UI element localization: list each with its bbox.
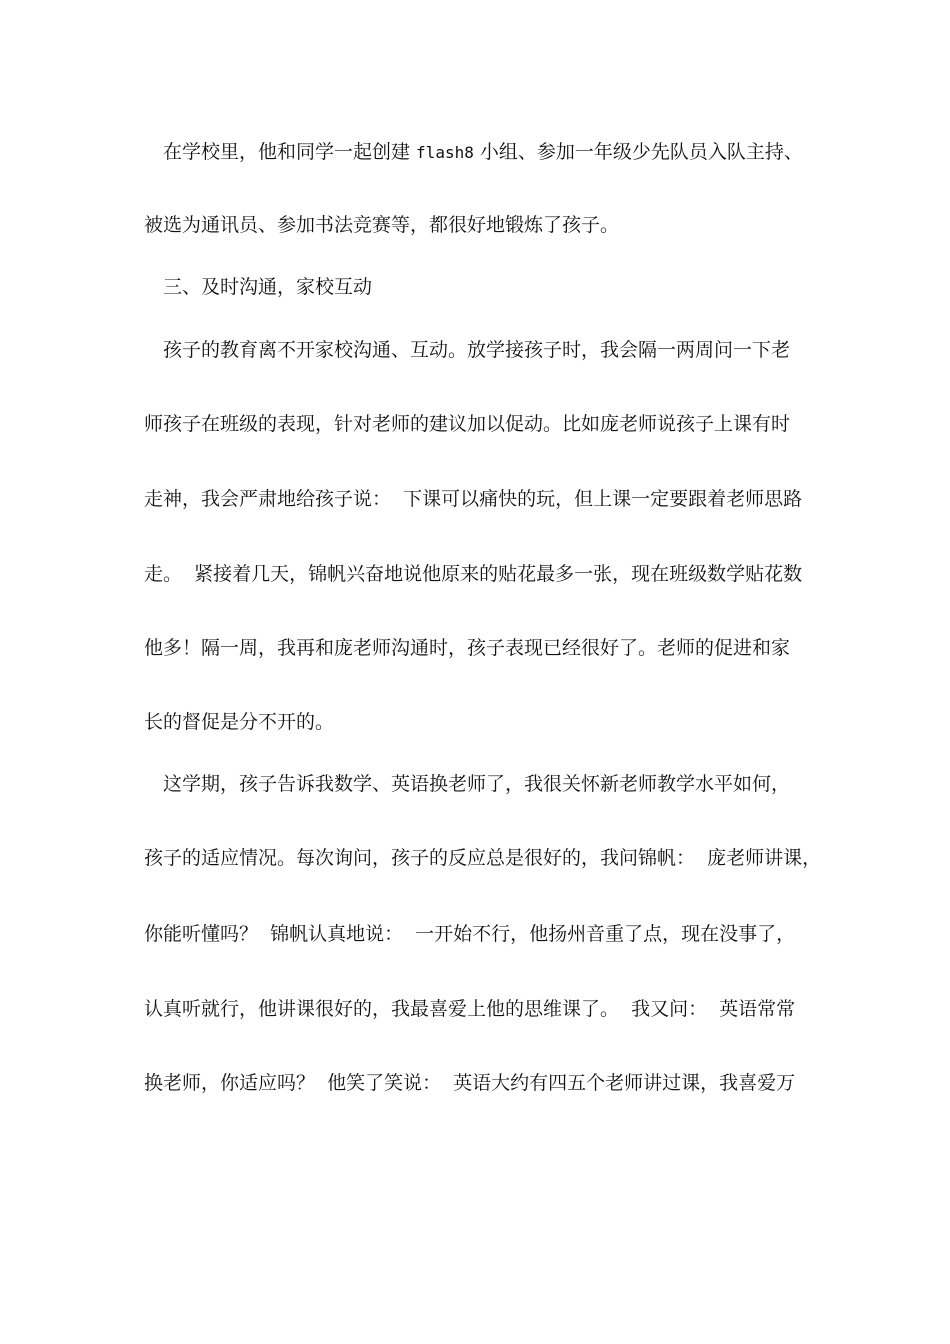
paragraph-line-9: 长的督促是分不开的。	[144, 711, 335, 733]
paragraph-line-4: 孩子的教育离不开家校沟通、互动。放学接孩子时，我会隔一两周问一下老	[144, 339, 791, 361]
line-1-flash8-term: flash8	[416, 143, 474, 162]
paragraph-line-1	[144, 140, 803, 165]
section-heading: 三、及时沟通，家校互动	[144, 276, 373, 298]
paragraph-line-12: 你能听懂吗？ 锦帆认真地说： 一开始不行，他扬州音重了点，现在没事了，	[144, 923, 796, 945]
paragraph-line-8: 他多！隔一周，我再和庞老师沟通时，孩子表现已经很好了。老师的促进和家	[144, 637, 791, 659]
paragraph-line-10: 这学期，孩子告诉我数学、英语换老师了，我很关怀新老师教学水平如何，	[144, 773, 791, 795]
paragraph-line-11: 孩子的适应情况。每次询问，孩子的反应总是很好的，我问锦帆： 庞老师讲课，	[144, 847, 822, 869]
line-1-text-start: 在学校里，他和同学一起创建	[144, 141, 417, 163]
paragraph-line-5: 师孩子在班级的表现，针对老师的建议加以促动。比如庞老师说孩子上课有时	[144, 413, 791, 435]
paragraph-line-14: 换老师，你适应吗？ 他笑了笑说： 英语大约有四五个老师讲过课，我喜爱万	[144, 1072, 796, 1094]
paragraph-line-13: 认真听就行，他讲课很好的，我最喜爱上他的思维课了。 我又问： 英语常常	[144, 998, 796, 1020]
paragraph-line-2: 被选为通讯员、参加书法竞赛等，都很好地锻炼了孩子。	[144, 214, 620, 236]
paragraph-line-6: 走神，我会严肃地给孩子说： 下课可以痛快的玩，但上课一定要跟着老师思路	[144, 488, 803, 510]
line-1-text-end: 小组、参加一年级少先队员入队主持、	[473, 141, 803, 163]
paragraph-line-7: 走。 紧接着几天，锦帆兴奋地说他原来的贴花最多一张，现在班级数学贴花数	[144, 563, 803, 585]
